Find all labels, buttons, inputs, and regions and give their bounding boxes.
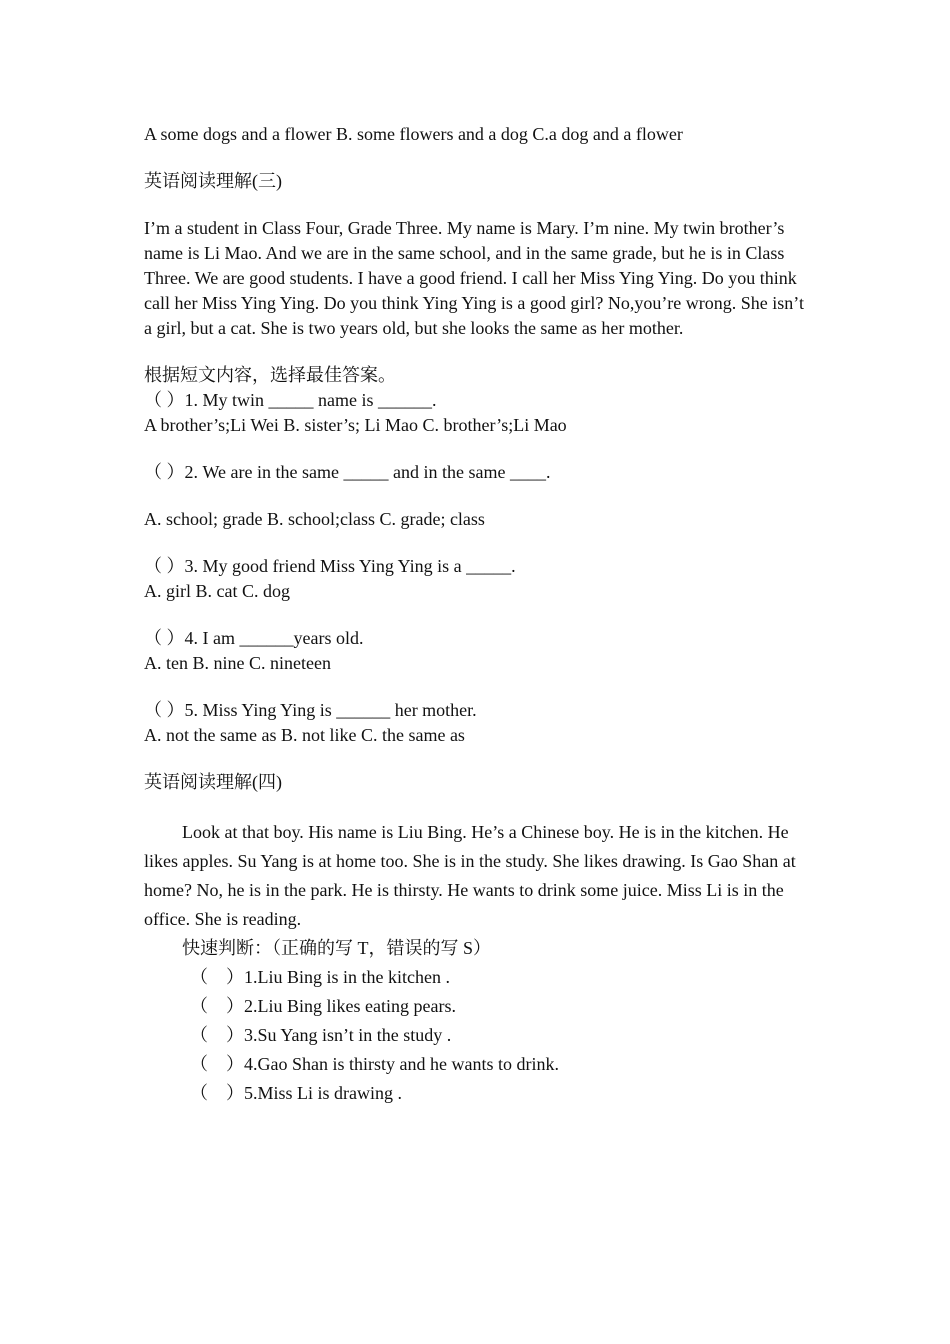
question-5: （ ）5. Miss Ying Ying is ______ her mother. [144, 700, 477, 720]
question-1-options: A brother’s;Li Wei B. sister’s; Li Mao C. brother’s;Li Mao [144, 415, 567, 435]
statement-3: （ ）3.Su Yang isn’t in the study . [190, 1025, 452, 1045]
question-4-options: A. ten B. nine C. nineteen [144, 653, 331, 673]
statement-2: （ ）2.Liu Bing likes eating pears. [190, 996, 456, 1016]
section3-passage: I’m a student in Class Four, Grade Three. My name is Mary. I’m nine. My twin brother’s name is Li Mao. And we are in the same school, and in the same grade, but he is in Class Three. We are good students. I have a good friend. I call her Miss Ying Ying. Do you think call her Miss Ying Ying. Do you think Ying Ying is a good girl? No,you’re wrong. She isn’t a girl, but a cat. She is two years old, but she looks the same as her mother. [144, 218, 804, 338]
question-3-options: A. girl B. cat C. dog [144, 581, 290, 601]
section4-passage: Look at that boy. His name is Liu Bing. He’s a Chinese boy. He is in the kitchen. He likes apples. Su Yang is at home too. She is in the study. She likes drawing. Is Gao Shan at home? No, he is in the park. He is thirsty. He wants to drink some juice. Miss Li is in the office. She is reading. [144, 822, 796, 929]
statement-5: （ ）5.Miss Li is drawing . [190, 1083, 403, 1103]
question-4: （ ）4. I am ______years old. [144, 628, 364, 648]
section4-title: 英语阅读理解(四) [144, 772, 282, 792]
question-1: （ ）1. My twin _____ name is ______. [144, 390, 437, 410]
document-page [144, 122, 814, 1108]
top-options-line: A some dogs and a flower B. some flowers and a dog C.a dog and a flower [144, 124, 683, 144]
question-2-options: A. school; grade B. school;class C. grade; class [144, 509, 485, 529]
question-3: （ ）3. My good friend Miss Ying Ying is a _____. [144, 556, 516, 576]
question-2: （ ）2. We are in the same _____ and in the same ____. [144, 462, 551, 482]
statement-1: （ ）1.Liu Bing is in the kitchen . [190, 967, 450, 987]
section4-instruction: 快速判断：（正确的写 T，错误的写 S） [182, 938, 492, 958]
section3-instruction: 根据短文内容，选择最佳答案。 [144, 365, 396, 385]
statement-4: （ ）4.Gao Shan is thirsty and he wants to drink. [190, 1054, 559, 1074]
section3-title: 英语阅读理解(三) [144, 171, 282, 191]
question-5-options: A. not the same as B. not like C. the same as [144, 725, 465, 745]
